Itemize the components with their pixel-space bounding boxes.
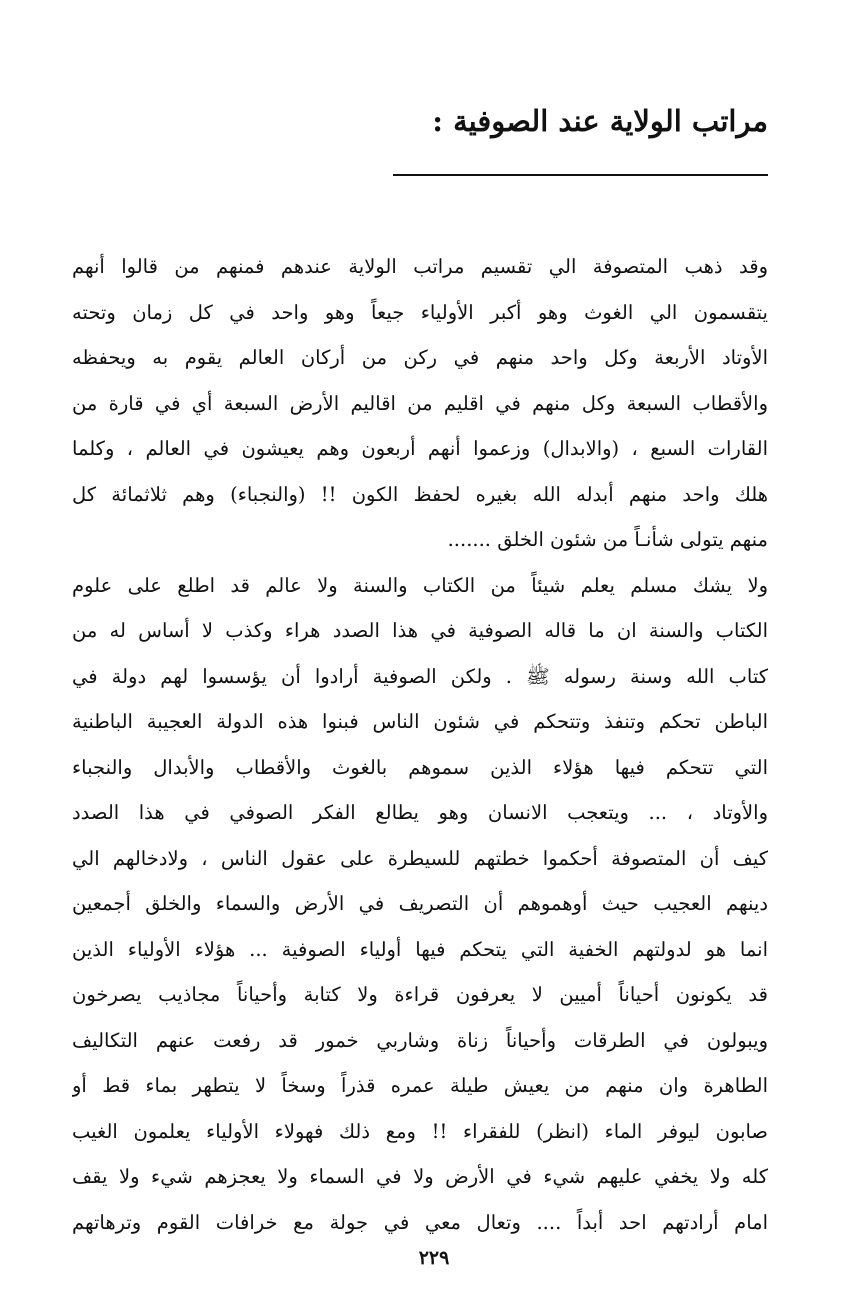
paragraph-2 bbox=[72, 563, 768, 1246]
text-line: كيف أن المتصوفة أحكموا خطتهم للسيطرة على عقول الناس ، ولادخالهم الي bbox=[72, 846, 768, 870]
text-line: يتقسمون الي الغوث وهو أكبر الأولياء جيعاً وهو واحد في كل زمان وتحته bbox=[72, 300, 768, 324]
page-number: ٢٢٩ bbox=[418, 1247, 450, 1269]
text-line: انما هو لدولتهم الخفية التي يتحكم فيها أولياء الصوفية ... هؤلاء الأولياء الذين bbox=[72, 937, 768, 961]
text-line: والأقطاب السبعة وكل منهم في اقليم من اقاليم الأرض السبعة أي في قارة من bbox=[72, 391, 768, 415]
text-line: الأوتاد الأربعة وكل واحد منهم في ركن من أركان العالم يقوم به ويحفظه bbox=[72, 346, 768, 369]
heading-underline bbox=[393, 174, 768, 176]
text-line: كله ولا يخفي عليهم شيء في الأرض ولا في السماء ولا يعجزهم شيء ولا يقف bbox=[72, 1165, 768, 1188]
body-text bbox=[72, 244, 768, 1245]
text-line: الطاهرة وان منهم من يعيش طيلة عمره قذراً وسخاً لا يتطهر بماء قط أو bbox=[72, 1074, 768, 1097]
text-line: وقد ذهب المتصوفة الي تقسيم مراتب الولاية عندهم فمنهم من قالوا أنهم bbox=[72, 255, 768, 278]
text-line: قد يكونون أحياناً أميين لا يعرفون قراءة ولا كتابة وأحياناً مجاذيب يصرخون bbox=[72, 983, 768, 1006]
text-line: القارات السبع ، (والابدال) وزعموا أنهم أربعون وهم يعيشون في العالم ، وكلما bbox=[72, 437, 768, 460]
text-line: ولا يشك مسلم يعلم شيئاً من الكتاب والسنة ولا عالم قد اطلع على علوم bbox=[72, 573, 768, 597]
text-line: كتاب الله وسنة رسوله ﷺ . ولكن الصوفية أرادوا أن يؤسسوا لهم دولة في bbox=[72, 664, 768, 688]
text-line: صابون ليوفر الماء (انظر) للفقراء !! ومع ذلك فهولاء الأولياء يعلمون الغيب bbox=[72, 1119, 768, 1143]
text-line: هلك واحد منهم أبدله الله بغيره لحفظ الكون !! (والنجباء) وهم ثلاثمائة كل bbox=[72, 482, 768, 506]
text-line: امام أرادتهم احد أبداً .... وتعال معي في جولة مع خرافات القوم وترهاتهم bbox=[72, 1210, 768, 1234]
text-line: التي تتحكم فيها هؤلاء الذين سموهم بالغوث والأقطاب والأبدال والنجباء bbox=[72, 755, 768, 779]
text-line: الباطن تحكم وتنفذ وتتحكم في شئون الناس فبنوا هذه الدولة العجيبة الباطنية bbox=[72, 710, 768, 733]
text-line: الكتاب والسنة ان ما قاله الصوفية في هذا الصدد هراء وكذب لا أساس له من bbox=[72, 619, 768, 642]
paragraph-1 bbox=[72, 244, 768, 563]
text-line: منهم يتولى شأنـاً من شئون الخلق ....... bbox=[447, 528, 768, 551]
text-line: دينهم العجيب حيث أوهموهم أن التصريف في الأرض والسماء والخلق أجمعين bbox=[72, 892, 768, 915]
text-line: ويبولون في الطرقات وأحياناً زناة وشاربي خمور قد رفعت عنهم التكاليف bbox=[72, 1028, 768, 1052]
text-line: والأوتاد ، ... ويتعجب الانسان وهو يطالع الفكر الصوفي في هذا الصدد bbox=[72, 801, 768, 824]
section-heading: مراتب الولاية عند الصوفية : bbox=[432, 104, 768, 138]
